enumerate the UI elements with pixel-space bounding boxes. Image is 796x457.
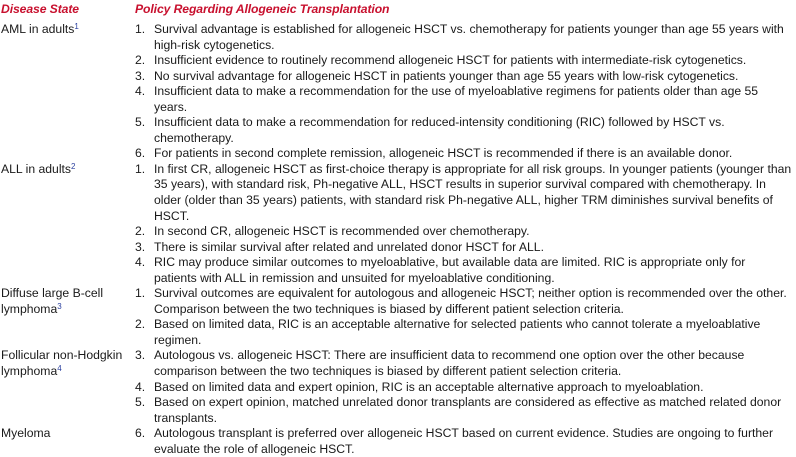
policy-text-line: older (older than 35 years) patients, with standard risk Ph-negative ALL, higher TRM diminishes survival benefits of: [154, 193, 773, 208]
policy-list-item: [135, 286, 793, 317]
disease-state-cell: [1, 22, 135, 162]
policy-text-line: Based on limited data, RIC is an acceptable alternative for selected patients who cannot tolerate a myeloablative: [154, 317, 761, 332]
policy-text-line: patients with ALL in remission and unsuited for myeloablative conditioning.: [154, 270, 555, 285]
policy-text-line: evaluate the role of allogeneic HSCT.: [154, 441, 355, 456]
policy-text-line: In first CR, allogeneic HSCT as first-choice therapy is appropriate for all risk groups. In younger patients (younger than: [154, 161, 792, 176]
transplant-policy-table: [1, 2, 793, 457]
policy-text: [154, 84, 793, 115]
disease-state-cell: [1, 286, 135, 348]
disease-state-cell: [1, 348, 135, 426]
policy-cell: [135, 286, 793, 348]
policy-text-line: Insufficient data to make a recommendation for reduced-intensity conditioning (RIC) followed by HSCT vs.: [154, 115, 725, 130]
policy-text: [154, 69, 793, 85]
policy-list-item: [135, 146, 793, 162]
table-row: [1, 426, 793, 457]
list-number: 4.: [135, 84, 146, 99]
policy-text: [154, 317, 793, 348]
policy-text-line: transplants.: [154, 410, 218, 425]
policy-text: [154, 395, 793, 426]
reference-superscript[interactable]: 4: [57, 364, 62, 374]
policy-cell: [135, 426, 793, 457]
policy-text-line: comparison between the two techniques is biased by different patient selection criteria.: [154, 364, 622, 379]
policy-text-line: There is similar survival after related and unrelated donor HSCT for ALL.: [154, 239, 544, 254]
policy-list-item: [135, 162, 793, 224]
policy-cell: [135, 162, 793, 286]
policy-text-line: Survival outcomes are equivalent for autologous and allogeneic HSCT; neither option is recommended over the other.: [154, 286, 787, 301]
policy-list-item: [135, 69, 793, 85]
policy-text-line: HSCT.: [154, 208, 190, 223]
disease-name: Follicular non-Hodgkin: [1, 348, 123, 363]
policy-cell: [135, 348, 793, 426]
list-number: 1.: [135, 22, 146, 36]
policy-text: [154, 115, 793, 146]
policy-text-line: years.: [154, 99, 188, 114]
header-disease-state: Disease State: [1, 2, 79, 16]
disease-state-cell: [1, 426, 135, 457]
policy-text-line: chemotherapy.: [154, 130, 234, 145]
policy-text-line: Insufficient evidence to routinely recommend allogeneic HSCT for patients with intermediate-risk cytogenetics.: [154, 53, 747, 68]
list-number: 4.: [135, 379, 146, 394]
list-number: 1.: [135, 161, 146, 176]
policy-text: [154, 240, 793, 256]
policy-text-line: regimen.: [154, 332, 202, 347]
reference-superscript[interactable]: 1: [74, 22, 79, 31]
policy-list-item: [135, 240, 793, 256]
policy-list-item: [135, 22, 793, 53]
disease-name: Myeloma: [1, 426, 51, 441]
table-row: [1, 348, 793, 426]
list-number: 2.: [135, 317, 146, 332]
policy-cell: [135, 22, 793, 162]
list-number: 1.: [135, 286, 146, 301]
disease-name: Diffuse large B-cell: [1, 286, 104, 301]
policy-text: [154, 348, 793, 379]
list-number: 3.: [135, 68, 146, 83]
policy-list-item: [135, 224, 793, 240]
policy-text-line: Autologous vs. allogeneic HSCT: There are insufficient data to recommend one option over the other because: [154, 348, 745, 363]
header-policy: Policy Regarding Allogeneic Transplantation: [135, 2, 390, 16]
policy-text-line: No survival advantage for allogeneic HSCT in patients younger than age 55 years with low-risk cytogenetics.: [154, 68, 739, 83]
policy-text-line: Autologous transplant is preferred over allogeneic HSCT based on current evidence. Studies are ongoing to further: [154, 426, 773, 441]
policy-list-item: [135, 255, 793, 286]
policy-text-line: high-risk cytogenetics.: [154, 37, 275, 52]
policy-text-line: In second CR, allogeneic HSCT is recommended over chemotherapy.: [154, 224, 530, 239]
table-header-row: [1, 2, 793, 18]
policy-text-line: RIC may produce similar outcomes to myeloablative, but available data are limited. RIC is appropriate only for: [154, 255, 746, 270]
policy-text-line: Based on limited data and expert opinion, RIC is an acceptable alternative approach to myeloablation.: [154, 379, 704, 394]
table-body: [1, 22, 793, 457]
list-number: 2.: [135, 53, 146, 68]
policy-list-item: [135, 348, 793, 379]
disease-state-cell: [1, 162, 135, 286]
policy-text: [154, 426, 793, 457]
policy-list-item: [135, 426, 793, 457]
policy-list-item: [135, 317, 793, 348]
policy-list-item: [135, 395, 793, 426]
list-number: 2.: [135, 224, 146, 239]
policy-text-line: For patients in second complete remission, allogeneic HSCT is recommended if there is an available donor.: [154, 146, 733, 161]
list-number: 3.: [135, 348, 146, 363]
policy-text-line: Based on expert opinion, matched unrelated donor transplants are considered as effective as matched related donor: [154, 395, 782, 410]
policy-list-item: [135, 53, 793, 69]
policy-text: [154, 162, 793, 224]
policy-text-line: Survival advantage is established for allogeneic HSCT vs. chemotherapy for patients younger than age 55 years with: [154, 22, 784, 36]
policy-text-line: Insufficient data to make a recommendation for the use of myeloablative regimens for patients older than age 55: [154, 84, 759, 99]
table-row: [1, 162, 793, 286]
list-number: 5.: [135, 395, 146, 410]
policy-text: [154, 224, 793, 240]
disease-name: AML in adults: [1, 22, 75, 36]
policy-list-item: [135, 380, 793, 396]
table-row: [1, 286, 793, 348]
policy-text: [154, 53, 793, 69]
policy-text-line: Comparison between the two techniques is biased by different patient selection criteria.: [154, 301, 624, 316]
list-number: 3.: [135, 239, 146, 254]
policy-text: [154, 146, 793, 162]
reference-superscript[interactable]: 2: [71, 161, 76, 171]
disease-name: ALL in adults: [1, 161, 72, 176]
policy-list-item: [135, 115, 793, 146]
table-row: [1, 22, 793, 162]
disease-name: lymphoma: [1, 301, 58, 316]
list-number: 6.: [135, 426, 146, 441]
reference-superscript[interactable]: 3: [57, 301, 62, 311]
list-number: 5.: [135, 115, 146, 130]
policy-list-item: [135, 84, 793, 115]
policy-text: [154, 22, 793, 53]
policy-text: [154, 286, 793, 317]
list-number: 4.: [135, 255, 146, 270]
list-number: 6.: [135, 146, 146, 161]
policy-text: [154, 255, 793, 286]
policy-text-line: 35 years), with standard risk, Ph-negative ALL, HSCT results in superior survival compared with chemotherapy. In: [154, 177, 766, 192]
policy-text: [154, 380, 793, 396]
disease-name: lymphoma: [1, 364, 58, 379]
